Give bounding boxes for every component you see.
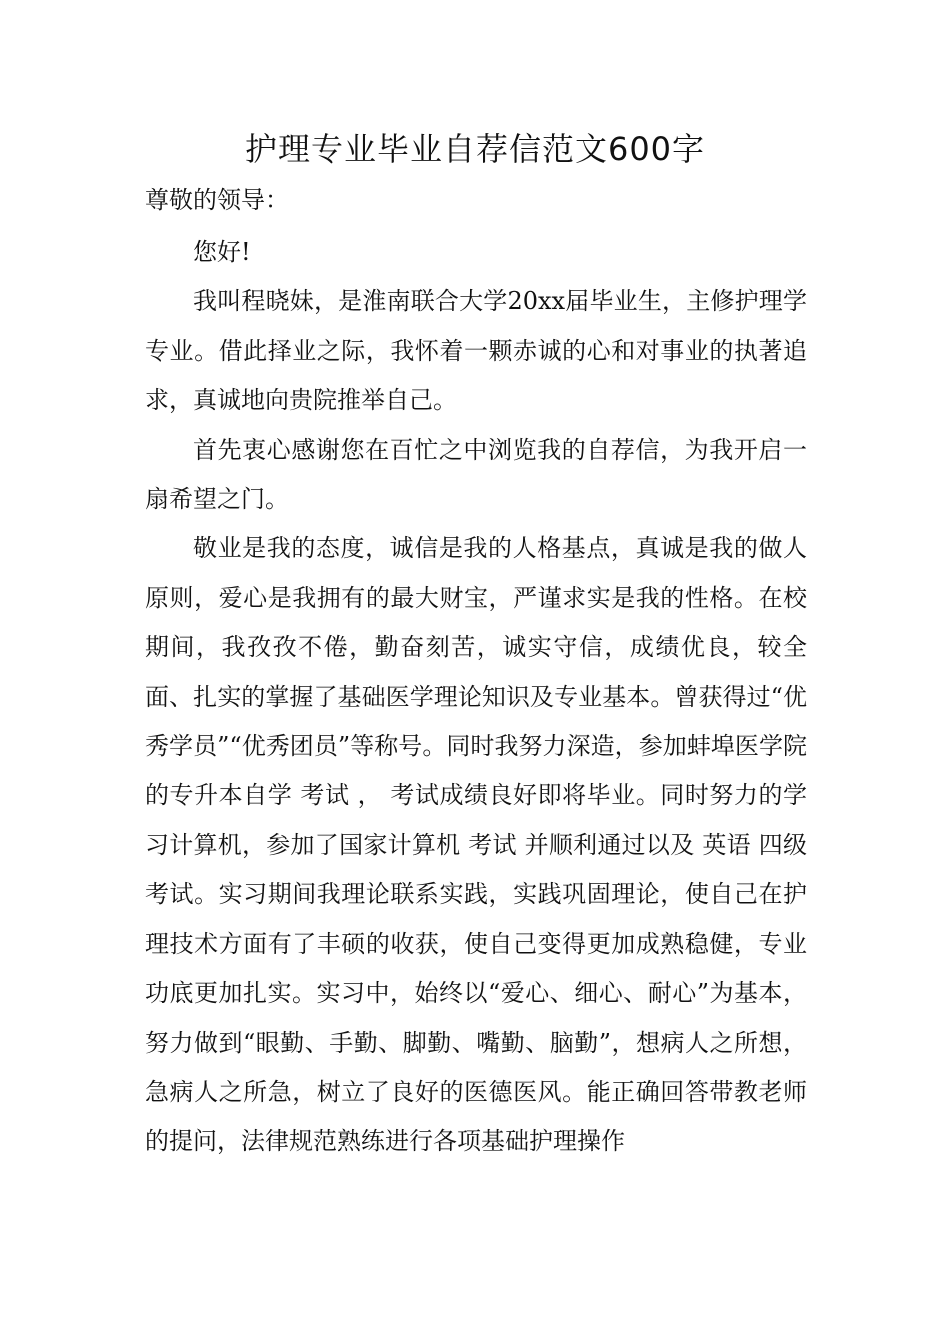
salutation: 尊敬的领导：	[145, 186, 289, 214]
paragraph-thanks: 首先衷心感谢您在百忙之中浏览我的自荐信，为我开启一扇希望之门。	[145, 435, 807, 514]
paragraph-greeting: 您好!	[193, 238, 251, 266]
paragraph-qualifications: 敬业是我的态度，诚信是我的人格基点，真诚是我的做人原则，爱心是我拥有的最大财宝，严谨求实是我的性格。在校期间，我孜孜不倦，勤奋刻苦，诚实守信，成绩优良，较全面、扎实的掌握了基础医学理论知识及专业基本。曾获得过“优秀学员”“优秀团员”等称号。同时我努力深造，参加蚌埠医学院的专升本自学 考试 ， 考试成绩良好即将毕业。同时努力的学习计算机，参加了国家计算机 考试 并顺利通过以及 英语 四级考试。实习期间我理论联系实践，实践巩固理论，使自己在护理技术方面有了丰硕的收获，使自己变得更加成熟稳健，专业功底更加扎实。实习中，始终以“爱心、细心、耐心”为基本，努力做到“眼勤、手勤、脚勤、嘴勤、脑勤”，想病人之所想，急病人之所急，树立了良好的医德医风。能正确回答带教老师的提问，法律规范熟练进行各项基础护理操作	[145, 534, 807, 1156]
document-title: 护理专业毕业自荐信范文600字	[244, 130, 706, 168]
letter-body	[145, 228, 807, 1167]
paragraph-introduction: 我叫程晓妹，是淮南联合大学20xx届毕业生，主修护理学专业。借此择业之际，我怀着一颗赤诚的心和对事业的执著追求，真诚地向贵院推举自己。	[145, 287, 807, 415]
